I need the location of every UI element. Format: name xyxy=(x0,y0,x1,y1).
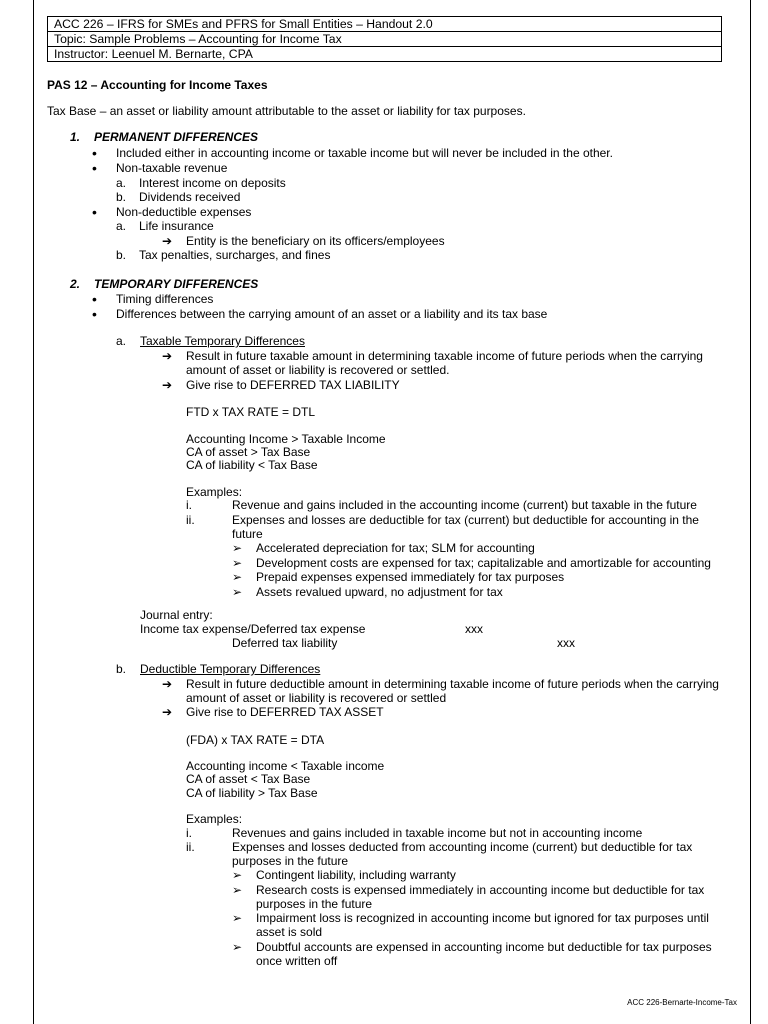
s1-number: 1. xyxy=(70,130,81,144)
bullet-icon: • xyxy=(92,291,97,307)
chevron-bullet-icon: ➢ xyxy=(232,911,243,925)
list-item: Give rise to DEFERRED TAX ASSET xyxy=(186,705,384,719)
journal-debit-account: Income tax expense/Deferred tax expense xyxy=(140,622,366,636)
examples-label: Examples: xyxy=(186,485,243,499)
journal-credit-account: Deferred tax liability xyxy=(232,636,338,650)
list-item: Revenue and gains included in the accounting income (current) but taxable in the future xyxy=(232,498,697,512)
chevron-bullet-icon: ➢ xyxy=(232,868,243,882)
condition: CA of liability < Tax Base xyxy=(186,458,318,472)
chevron-bullet-icon: ➢ xyxy=(232,570,243,584)
list-item: Result in future deductible amount in determining taxable income of future periods when the carrying xyxy=(186,677,719,691)
chevron-bullet-icon: ➢ xyxy=(232,585,243,599)
journal-entry-label: Journal entry: xyxy=(140,608,213,622)
condition: Accounting Income > Taxable Income xyxy=(186,432,386,446)
list-item: Differences between the carrying amount of an asset or a liability and its tax base xyxy=(116,307,548,321)
item-label: i. xyxy=(186,826,192,840)
list-item: Prepaid expenses expensed immediately for tax purposes xyxy=(256,570,565,584)
journal-credit-amount: xxx xyxy=(557,636,575,650)
list-item: Non-taxable revenue xyxy=(116,161,228,175)
formula: FTD x TAX RATE = DTL xyxy=(186,405,316,419)
list-item: amount of asset or liability is recovered or settled. xyxy=(186,363,450,377)
arrow-icon: ➔ xyxy=(162,378,173,392)
list-item: Life insurance xyxy=(139,219,214,233)
journal-debit-amount: xxx xyxy=(465,622,483,636)
tax-base-definition: Tax Base – an asset or liability amount attributable to the asset or liability for tax purposes. xyxy=(47,104,526,118)
section-title: PAS 12 – Accounting for Income Taxes xyxy=(47,78,268,92)
item-label: b. xyxy=(116,662,127,676)
s1-heading: PERMANENT DIFFERENCES xyxy=(94,130,259,144)
arrow-icon: ➔ xyxy=(162,349,173,363)
list-item: Non-deductible expenses xyxy=(116,205,252,219)
arrow-icon: ➔ xyxy=(162,705,173,719)
condition: CA of asset < Tax Base xyxy=(186,772,311,786)
list-item: future xyxy=(232,527,263,541)
examples-label: Examples: xyxy=(186,812,243,826)
chevron-bullet-icon: ➢ xyxy=(232,556,243,570)
list-item: Revenues and gains included in taxable income but not in accounting income xyxy=(232,826,643,840)
list-item: amount of asset or liability is recovered or settled xyxy=(186,691,447,705)
list-item: Doubtful accounts are expensed in accounting income but deductible for tax purposes xyxy=(256,940,712,954)
bullet-icon: • xyxy=(92,145,97,161)
chevron-bullet-icon: ➢ xyxy=(232,940,243,954)
list-item: purposes in the future xyxy=(232,854,349,868)
list-item: asset is sold xyxy=(256,925,323,939)
item-label: a. xyxy=(116,176,127,190)
list-item: Result in future taxable amount in determining taxable income of future periods when the carrying xyxy=(186,349,703,363)
item-label: ii. xyxy=(186,840,195,854)
list-item: Dividends received xyxy=(139,190,241,204)
condition: Accounting income < Taxable income xyxy=(186,759,385,773)
page-footer: ACC 226-Bernarte-Income-Tax xyxy=(627,998,737,1007)
s2-number: 2. xyxy=(70,277,81,291)
chevron-bullet-icon: ➢ xyxy=(232,541,243,555)
list-item: Expenses and losses deducted from accounting income (current) but deductible for tax xyxy=(232,840,693,854)
list-item: Contingent liability, including warranty xyxy=(256,868,456,882)
bullet-icon: • xyxy=(92,204,97,220)
s2-heading: TEMPORARY DIFFERENCES xyxy=(94,277,259,291)
list-item: Expenses and losses are deductible for tax (current) but deductible for accounting in the xyxy=(232,513,699,527)
formula: (FDA) x TAX RATE = DTA xyxy=(186,733,325,747)
list-item: Entity is the beneficiary on its officers/employees xyxy=(186,234,445,248)
arrow-icon: ➔ xyxy=(162,234,173,248)
item-label: b. xyxy=(116,248,127,262)
list-item: Assets revalued upward, no adjustment for tax xyxy=(256,585,503,599)
list-item: Tax penalties, surcharges, and fines xyxy=(139,248,331,262)
list-item: Development costs are expensed for tax; capitalizable and amortizable for accounting xyxy=(256,556,711,570)
subsection-title: Deductible Temporary Differences xyxy=(140,662,321,676)
list-item: Interest income on deposits xyxy=(139,176,286,190)
handout-page xyxy=(33,0,751,1024)
list-item: once written off xyxy=(256,954,338,968)
condition: CA of asset > Tax Base xyxy=(186,445,311,459)
item-label: a. xyxy=(116,334,127,348)
instructor-line: Instructor: Leenuel M. Bernarte, CPA xyxy=(48,46,721,61)
item-label: b. xyxy=(116,190,127,204)
subsection-title: Taxable Temporary Differences xyxy=(140,334,305,348)
header-table xyxy=(47,16,722,62)
list-item: Accelerated depreciation for tax; SLM for accounting xyxy=(256,541,535,555)
list-item: Timing differences xyxy=(116,292,214,306)
list-item: Impairment loss is recognized in accounting income but ignored for tax purposes until xyxy=(256,911,709,925)
chevron-bullet-icon: ➢ xyxy=(232,883,243,897)
bullet-icon: • xyxy=(92,160,97,176)
course-title: ACC 226 – IFRS for SMEs and PFRS for Small Entities – Handout 2.0 xyxy=(54,17,433,31)
item-label: a. xyxy=(116,219,127,233)
topic-line: Topic: Sample Problems – Accounting for Income Tax xyxy=(48,31,721,46)
list-item: purposes in the future xyxy=(256,897,373,911)
item-label: ii. xyxy=(186,513,195,527)
item-label: i. xyxy=(186,498,192,512)
arrow-icon: ➔ xyxy=(162,677,173,691)
condition: CA of liability > Tax Base xyxy=(186,786,318,800)
list-item: Give rise to DEFERRED TAX LIABILITY xyxy=(186,378,400,392)
bullet-icon: • xyxy=(92,306,97,322)
list-item: Included either in accounting income or taxable income but will never be included in the other. xyxy=(116,146,613,160)
list-item: Research costs is expensed immediately in accounting income but deductible for tax xyxy=(256,883,705,897)
